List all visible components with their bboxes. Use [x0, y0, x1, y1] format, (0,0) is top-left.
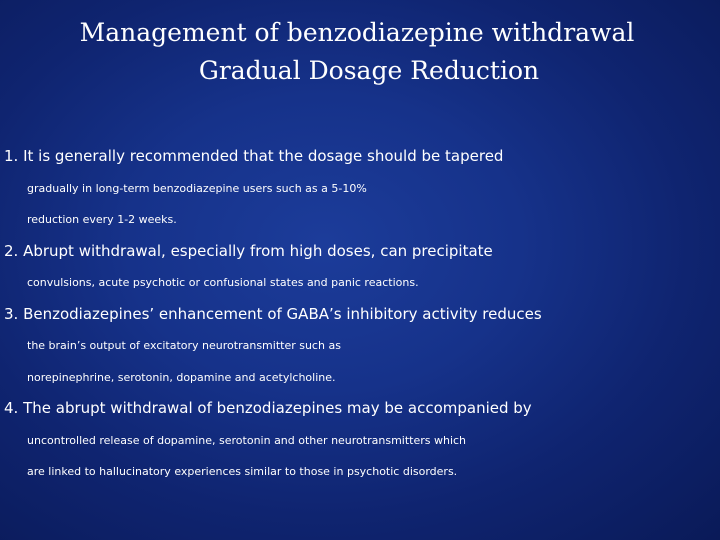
list-item-line: 3. Benzodiazepines’ enhancement of GABA’s inhibitory activity reduces [4, 304, 542, 323]
slide-title [0, 14, 720, 90]
list-item-line: are linked to hallucinatory experiences similar to those in psychotic disorders. [27, 465, 458, 478]
list-item-2 [4, 236, 716, 299]
list-item-line: reduction every 1-2 weeks. [27, 213, 177, 226]
title-line-2: Gradual Dosage Reduction [198, 56, 540, 85]
list-item-line: convulsions, acute psychotic or confusional states and panic reactions. [27, 276, 419, 289]
title-line-1: Management of benzodiazepine withdrawal [79, 18, 635, 47]
list-item-line: 4. The abrupt withdrawal of benzodiazepines may be accompanied by [4, 399, 532, 417]
list-item-line: uncontrolled release of dopamine, serotonin and other neurotransmitters which [27, 433, 467, 447]
list-item-line: norepinephrine, serotonin, dopamine and acetylcholine. [27, 370, 336, 384]
list-item-1 [4, 141, 716, 236]
list-item-3 [4, 299, 716, 394]
list-item-line: 1. It is generally recommended that the dosage should be tapered [4, 147, 504, 165]
list-item-line: the brain’s output of excitatory neurotransmitter such as [27, 339, 341, 352]
list-item-line: gradually in long-term benzodiazepine users such as a 5-10% [27, 181, 367, 195]
list-item-line: 2. Abrupt withdrawal, especially from high doses, can precipitate [4, 241, 493, 260]
list-item-4 [4, 393, 716, 488]
numbered-list [4, 141, 716, 488]
